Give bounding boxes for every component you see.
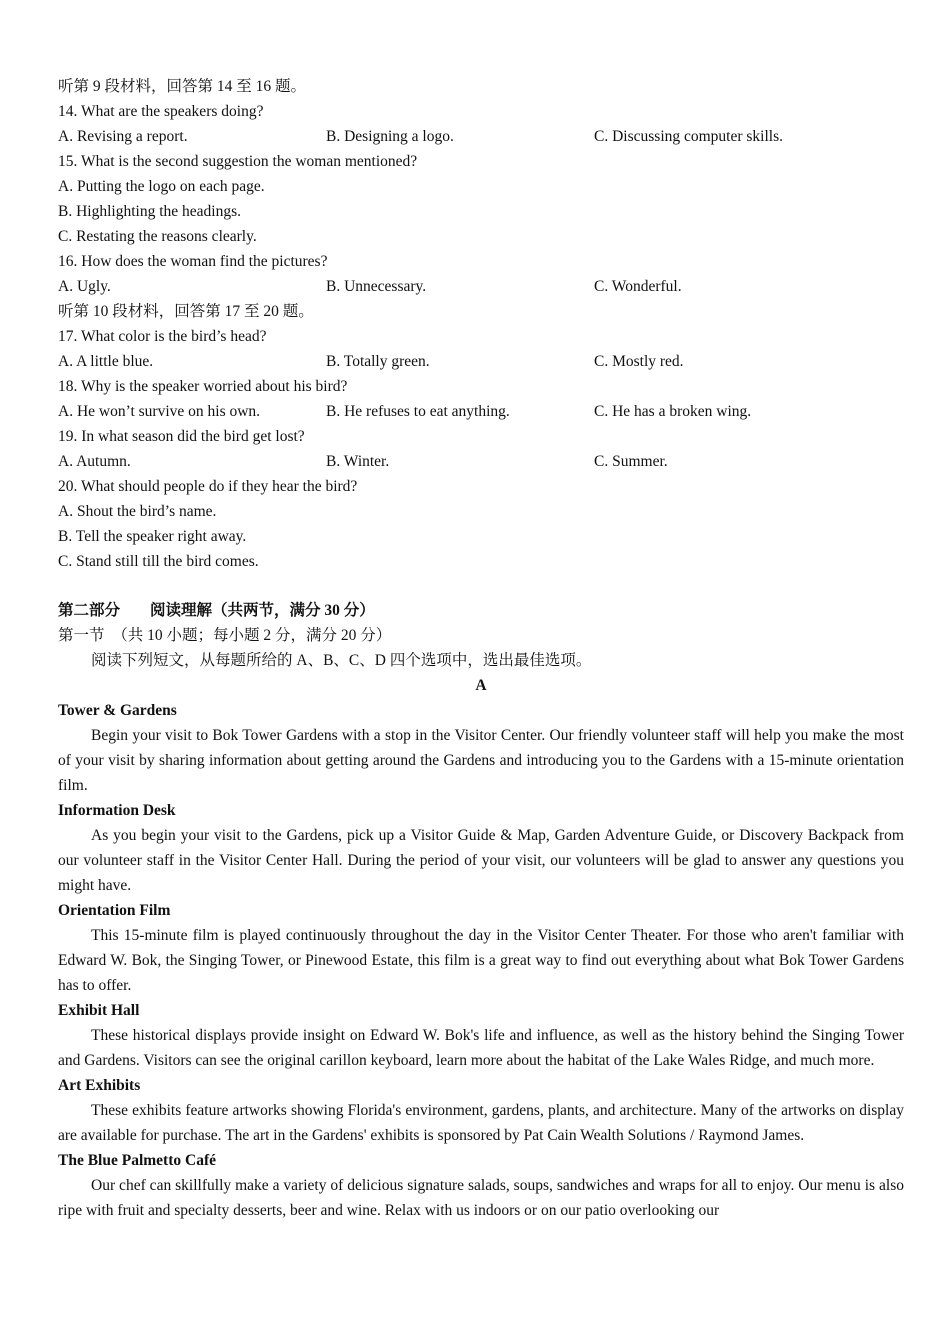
q20-option-a: A. Shout the bird’s name. [58, 503, 217, 520]
heading-art-exhibits: Art Exhibits [58, 1077, 141, 1094]
q15-option-c: C. Restating the reasons clearly. [58, 228, 257, 245]
heading-tower-gardens: Tower & Gardens [58, 702, 177, 719]
q20-option-b: B. Tell the speaker right away. [58, 528, 247, 545]
q19-options [58, 449, 904, 474]
exam-page [58, 74, 904, 1223]
paragraph-information-desk: As you begin your visit to the Gardens, pick up a Visitor Guide & Map, Garden Adventure Guide, or Discovery Backpack from our volunteer staff in the Visitor Center Hall. During the period of your visit, our volunteers will be glad to answer any questions you might have. [58, 827, 904, 894]
q15-option-a: A. Putting the logo on each page. [58, 178, 265, 195]
q14-option-c: C. Discussing computer skills. [594, 128, 784, 145]
section10-intro: 听第 10 段材料，回答第 17 至 20 题。 [58, 303, 314, 320]
part-two-title [58, 598, 904, 623]
q17-option-a: A. A little blue. [58, 353, 154, 370]
q20-option-c: C. Stand still till the bird comes. [58, 553, 259, 570]
q14-option-b: B. Designing a logo. [326, 128, 454, 145]
q16-stem: 16. How does the woman find the pictures? [58, 253, 328, 270]
q18-stem: 18. Why is the speaker worried about his bird? [58, 378, 348, 395]
q19-option-a: A. Autumn. [58, 453, 131, 470]
paragraph-orientation-film: This 15-minute film is played continuously throughout the day in the Visitor Center Theater. For those who aren't familiar with Edward W. Bok, the Singing Tower, or Pinewood Estate, this film is a great way to find out everything about what Bok Tower Gardens has to offer. [58, 927, 904, 994]
heading-information-desk: Information Desk [58, 802, 176, 819]
q16-option-c: C. Wonderful. [594, 278, 682, 295]
paragraph-art-exhibits: These exhibits feature artworks showing Florida's environment, gardens, plants, and architecture. Many of the artworks on display are available for purchase. The art in the Gardens' exhibits is sponsored by Pat Cain Wealth Solutions / Raymond James. [58, 1102, 904, 1144]
part-two-heading: 阅读理解（共两节，满分 30 分） [150, 602, 375, 619]
q16-option-a: A. Ugly. [58, 278, 111, 295]
q17-option-c: C. Mostly red. [594, 353, 684, 370]
q14-option-a: A. Revising a report. [58, 128, 188, 145]
q18-option-b: B. He refuses to eat anything. [326, 403, 510, 420]
q16-option-b: B. Unnecessary. [326, 278, 427, 295]
q14-options [58, 124, 904, 149]
q14-stem: 14. What are the speakers doing? [58, 103, 264, 120]
q17-stem: 17. What color is the bird’s head? [58, 328, 267, 345]
section9-intro: 听第 9 段材料，回答第 14 至 16 题。 [58, 78, 307, 95]
q17-options [58, 349, 904, 374]
section-gap [58, 574, 904, 598]
section-one-title: 第一节 （共 10 小题；每小题 2 分，满分 20 分） [58, 627, 392, 644]
part-two-label: 第二部分 [58, 602, 121, 619]
q15-stem: 15. What is the second suggestion the woman mentioned? [58, 153, 418, 170]
heading-orientation-film: Orientation Film [58, 902, 171, 919]
heading-blue-palmetto-cafe: The Blue Palmetto Café [58, 1152, 216, 1169]
passage-label: A [475, 677, 487, 694]
q18-option-c: C. He has a broken wing. [594, 403, 752, 420]
q16-options [58, 274, 904, 299]
q19-stem: 19. In what season did the bird get lost? [58, 428, 305, 445]
paragraph-blue-palmetto-cafe: Our chef can skillfully make a variety of delicious signature salads, soups, sandwiches and wraps for all to enjoy. Our menu is also ripe with fruit and specialty desserts, beer and wine. Relax with us indoors or on our patio overlooking our [58, 1177, 904, 1219]
q18-options [58, 399, 904, 424]
heading-exhibit-hall: Exhibit Hall [58, 1002, 140, 1019]
q19-option-b: B. Winter. [326, 453, 390, 470]
paragraph-tower-gardens: Begin your visit to Bok Tower Gardens with a stop in the Visitor Center. Our friendly volunteer staff will help you make the most of your visit by sharing information about getting around the Gardens and introducing you to the Gardens with a 15-minute orientation film. [58, 727, 904, 794]
q17-option-b: B. Totally green. [326, 353, 430, 370]
q19-option-c: C. Summer. [594, 453, 668, 470]
q18-option-a: A. He won’t survive on his own. [58, 403, 261, 420]
reading-instruction: 阅读下列短文，从每题所给的 A、B、C、D 四个选项中，选出最佳选项。 [91, 652, 592, 669]
q15-option-b: B. Highlighting the headings. [58, 203, 241, 220]
q20-stem: 20. What should people do if they hear the bird? [58, 478, 358, 495]
paragraph-exhibit-hall: These historical displays provide insight on Edward W. Bok's life and influence, as well as the history behind the Singing Tower and Gardens. Visitors can see the original carillon keyboard, learn more about the habitat of the Lake Wales Ridge, and much more. [58, 1027, 904, 1069]
